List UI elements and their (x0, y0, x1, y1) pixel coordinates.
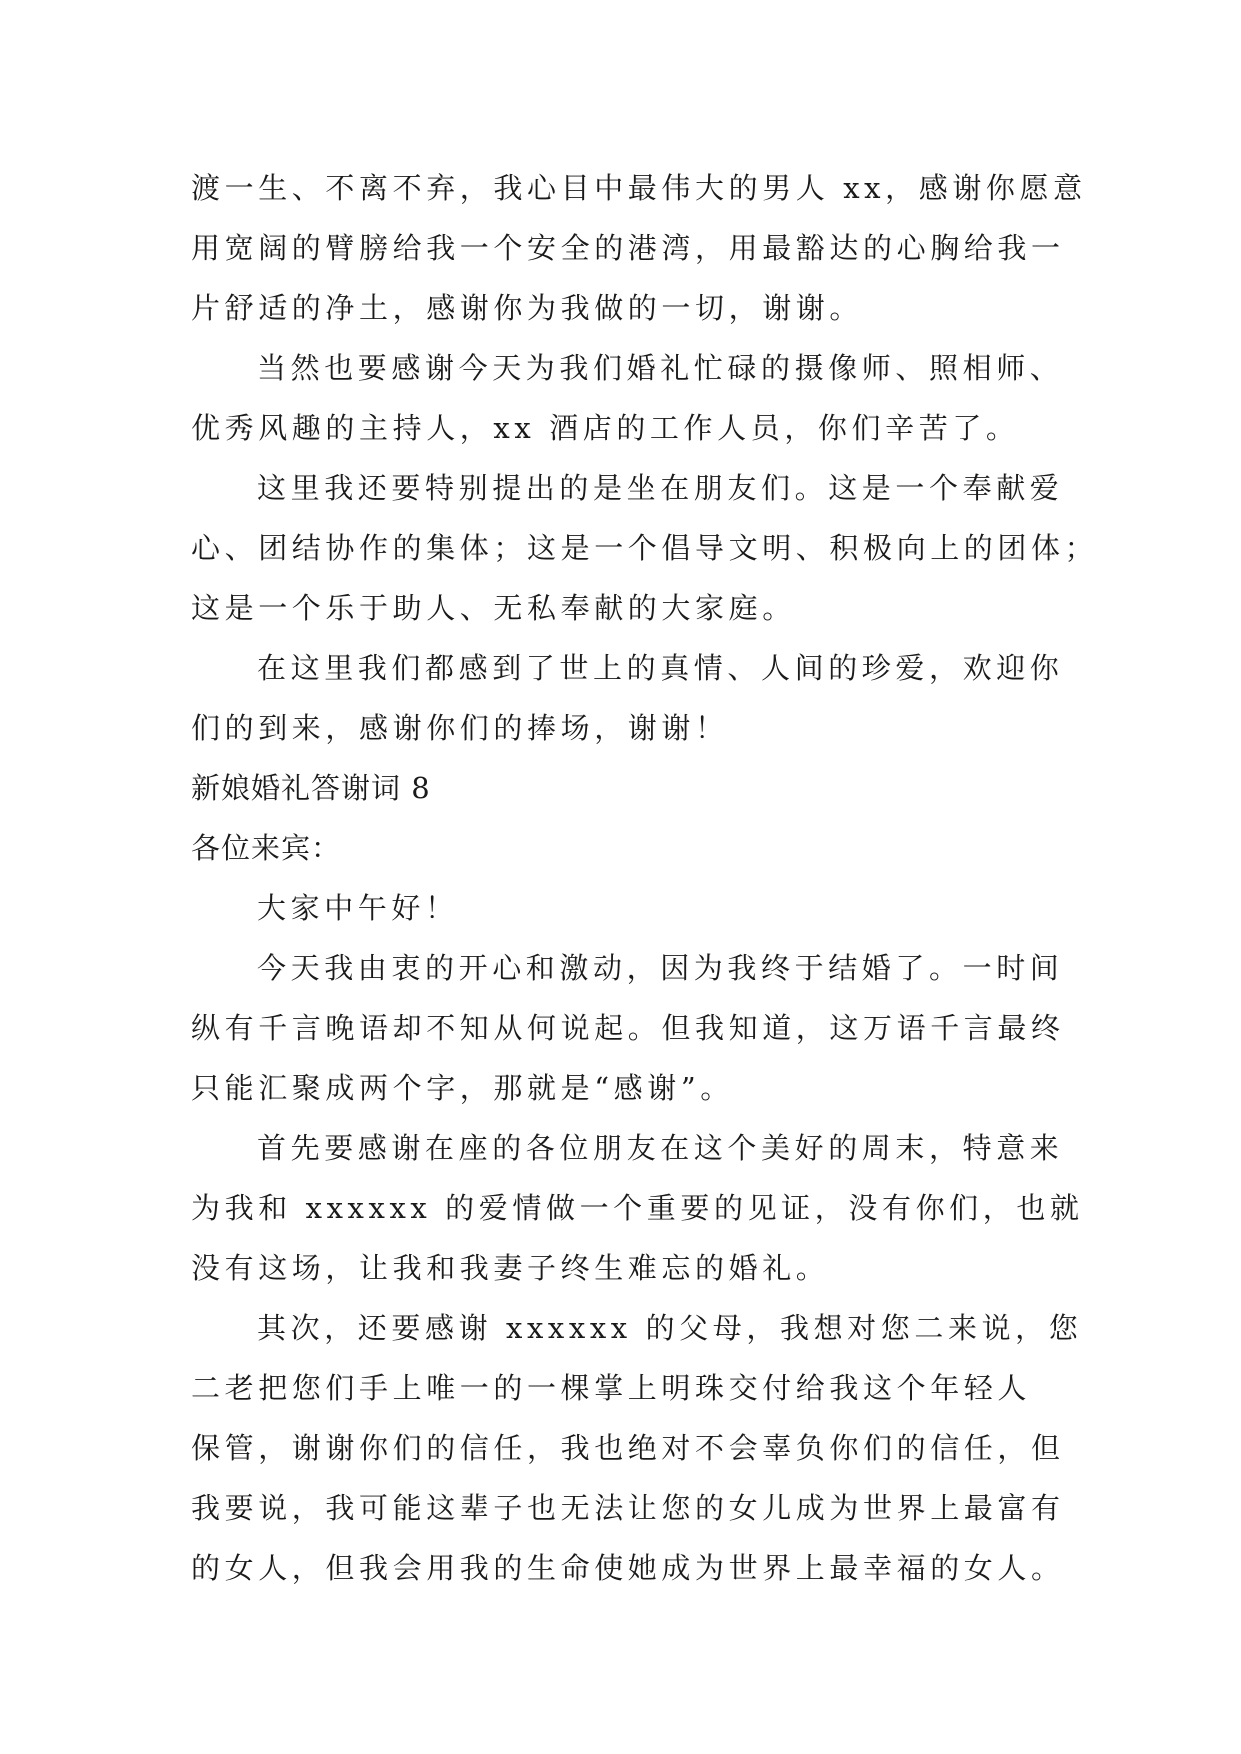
document-text-line: 只能汇聚成两个字，那就是“感谢”。 (191, 1071, 734, 1105)
document-text-line: 当然也要感谢今天为我们婚礼忙碌的摄像师、照相师、 (257, 351, 1064, 385)
document-text-line: 这里我还要特别提出的是坐在朋友们。这是一个奉献爱 (257, 471, 1064, 505)
document-text-line: 今天我由衷的开心和激动，因为我终于结婚了。一时间 (257, 951, 1064, 985)
document-text-line: 用宽阔的臂膀给我一个安全的港湾，用最豁达的心胸给我一 (191, 231, 1065, 265)
document-heading-line: 新娘婚礼答谢词 8 (191, 771, 431, 805)
document-text-line: 为我和 xxxxxx 的爱情做一个重要的见证，没有你们，也就 (191, 1191, 1084, 1225)
document-text-line: 优秀风趣的主持人，xx 酒店的工作人员，你们辛苦了。 (191, 411, 1020, 445)
document-text-line: 这是一个乐于助人、无私奉献的大家庭。 (191, 591, 796, 625)
document-text-line: 其次，还要感谢 xxxxxx 的父母，我想对您二来说，您 (257, 1311, 1083, 1345)
document-text-line: 在这里我们都感到了世上的真情、人间的珍爱，欢迎你 (257, 651, 1064, 685)
document-text-line: 纵有千言晚语却不知从何说起。但我知道，这万语千言最终 (191, 1011, 1065, 1045)
document-text-line: 没有这场，让我和我妻子终生难忘的婚礼。 (191, 1251, 830, 1285)
document-body (191, 158, 1099, 1598)
document-heading-line: 各位来宾： (191, 831, 342, 865)
document-text-line: 们的到来，感谢你们的捧场，谢谢！ (191, 711, 729, 745)
document-text-line: 保管，谢谢你们的信任，我也绝对不会辜负你们的信任，但 (191, 1431, 1065, 1465)
document-text-line: 的女人，但我会用我的生命使她成为世界上最幸福的女人。 (191, 1551, 1065, 1585)
document-text-line: 大家中午好！ (257, 891, 459, 925)
document-text-line: 二老把您们手上唯一的一棵掌上明珠交付给我这个年轻人 (191, 1371, 1032, 1405)
document-text-line: 首先要感谢在座的各位朋友在这个美好的周末，特意来 (257, 1131, 1064, 1165)
document-text-line: 心、团结协作的集体；这是一个倡导文明、积极向上的团体； (191, 531, 1099, 565)
document-text-line: 渡一生、不离不弃，我心目中最伟大的男人 xx，感谢你愿意 (191, 171, 1087, 205)
document-text-line: 我要说，我可能这辈子也无法让您的女儿成为世界上最富有 (191, 1491, 1065, 1525)
document-text-line: 片舒适的净土，感谢你为我做的一切，谢谢。 (191, 291, 864, 325)
